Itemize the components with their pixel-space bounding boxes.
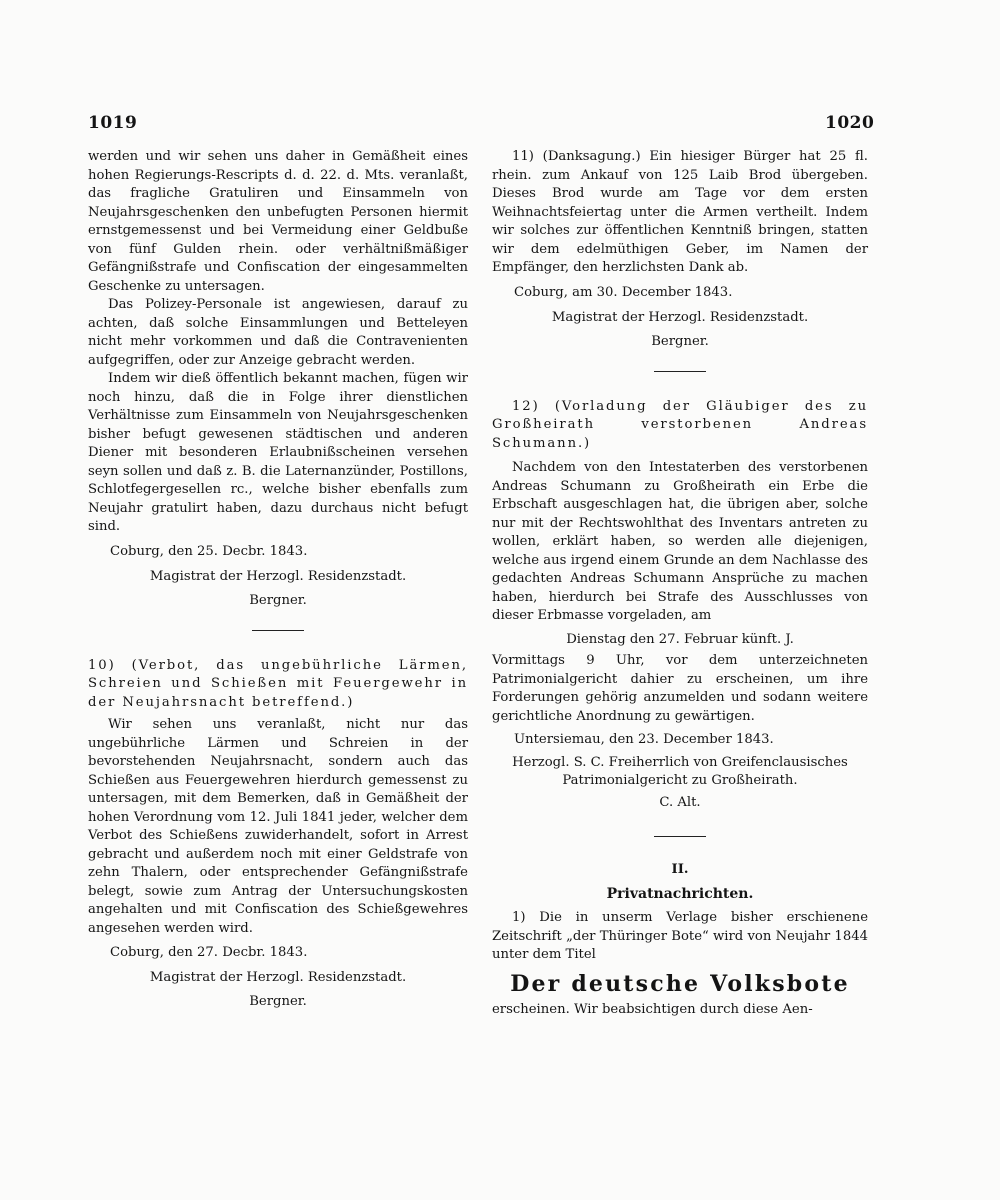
- private-notice-1-continued: erscheinen. Wir beabsichtigen durch diese Aen-: [492, 1001, 813, 1017]
- notice11-place-date: Coburg, am 30. December 1843.: [514, 284, 733, 300]
- private-notice-1: 1) Die in unserm Verlage bisher erschienene Zeitschrift „der Thüringer Bote“ wird von Neujahr 1844 unter dem Titel: [492, 910, 868, 962]
- notice10-signer: Bergner.: [249, 994, 307, 1009]
- page-number-left: 1019: [88, 113, 138, 133]
- notice11-body: 11) (Danksagung.) Ein hiesiger Bürger hat 25 fl. rhein. zum Ankauf von 125 Laib Brod übergeben. Dieses Brod wurde am Tage vor dem ersten Weihnachtsfeiertag unter die Armen vertheilt. Indem wir solches zur öffentlichen Kenntniß bringen, statten wir dem edelmüthigen Geber, im Namen der Empfänger, den herzlichsten Dank ab.: [492, 149, 868, 275]
- page-number-right: 1020: [825, 113, 875, 133]
- notice11-authority: Magistrat der Herzogl. Residenzstadt.: [551, 309, 809, 325]
- newspaper-title-announcement: Der deutsche Volksbote: [510, 970, 850, 997]
- notice9-paragraph-police: Das Polizey-Personale ist angewiesen, darauf zu achten, daß solche Einsammlungen und Betteleyen nicht mehr vorkommen und daß die Contravenienten aufgegriffen, oder zur Anzeige gebracht werden.: [88, 297, 468, 368]
- notice9-place-date: Coburg, den 25. Decbr. 1843.: [110, 543, 308, 559]
- notice10-heading: 10) (Verbot, das ungebührliche Lärmen, Schreien und Schießen mit Feuergewehr in der Neujahrsnacht betreffend.): [88, 657, 468, 710]
- notice12-court: Herzogl. S. C. Freiherrlich von Greifenclausisches Patrimonialgericht zu Großheirath.: [512, 755, 848, 788]
- notice10-body: Wir sehen uns veranlaßt, nicht nur das ungebührliche Lärmen und Schreien in der bevorstehenden Neujahrsnacht, sondern auch das Schießen aus Feuergewehren hierdurch gemessenst zu untersagen, mit dem Bemerken, daß in Gemäßheit der hohen Verordnung vom 12. Juli 1841 jeder, welcher dem Verbot des Schießens zuwiderhandelt, sofort in Arrest gebracht und außerdem noch mit einer Geldstrafe von zehn Thalern, oder entsprechender Gefängnißstrafe belegt, sowie zum Antrag der Untersuchungskosten angehalten und mit Confiscation des Schießgewehres angesehen werden wird.: [88, 717, 468, 936]
- notice12-heading: 12) (Vorladung der Gläubiger des zu Großheirath verstorbenen Andreas Schumann.): [492, 398, 868, 451]
- notice9-continuation: werden und wir sehen uns daher in Gemäßheit eines hohen Regierungs-Rescripts d. d. 22. d. Mts. veranlaßt, das fragliche Gratuliren und Einsammeln von Neujahrsgeschenken den unbefugten Personen hiermit ernstgemessenst und bei Vermeidung einer Geldbuße von fünf Gulden rhein. oder verhältnißmäßiger Gefängnißstrafe und Confiscation der eingesammelten Geschenke zu untersagen.: [88, 149, 468, 294]
- left-column: [88, 148, 468, 1011]
- notice10-place-date: Coburg, den 27. Decbr. 1843.: [110, 945, 308, 960]
- notice9-authority: Magistrat der Herzogl. Residenzstadt.: [149, 568, 407, 584]
- notice12-body: Nachdem von den Intestaterben des verstorbenen Andreas Schumann zu Großheirath ein Erbe die Erbschaft ausgeschlagen hat, die übrigen aber, solche nur mit der Rechtswohlthat des Inventars antreten zu wollen, erklärt haben, so werden alle diejenigen, welche aus irgend einem Grunde an dem Nachlasse des gedachten Andreas Schumann Ansprüche zu machen haben, hierdurch bei Strafe des Ausschlusses von dieser Erbmasse vorgeladen, am: [492, 460, 868, 623]
- notice12-date-line: Dienstag den 27. Februar künft. J.: [566, 631, 794, 647]
- notice9-signer: Bergner.: [249, 592, 307, 608]
- notice12-signer: C. Alt.: [659, 795, 701, 810]
- notice10-authority: Magistrat der Herzogl. Residenzstadt.: [149, 970, 407, 985]
- notice12-place-date: Untersiemau, den 23. December 1843.: [514, 732, 774, 747]
- section-number: II.: [671, 862, 689, 877]
- notice12-body-continued: Vormittags 9 Uhr, vor dem unterzeichneten Patrimonialgericht dahier zu erscheinen, um ihre Forderungen gehörig anzumelden und sodann weitere gerichtliche Anordnung zu gewärtigen.: [492, 653, 868, 724]
- right-column: [492, 148, 868, 1019]
- notice9-paragraph-exemptions: Indem wir dieß öffentlich bekannt machen, fügen wir noch hinzu, daß die in Folge ihrer dienstlichen Verhältnisse zum Einsammeln von Neujahrsgeschenken bisher befugt gewesenen städtischen und anderen Diener mit besonderen Erlaubnißscheinen versehen seyn sollen und daß z. B. die Laternanzünder, Postillons, Schlotfegergesellen rc., welche bisher ebenfalls zum Neujahr gratulirt haben, dazu durchaus nicht befugt sind.: [88, 371, 468, 534]
- notice11-signer: Bergner.: [651, 333, 709, 349]
- section-title: Privatnachrichten.: [606, 886, 754, 902]
